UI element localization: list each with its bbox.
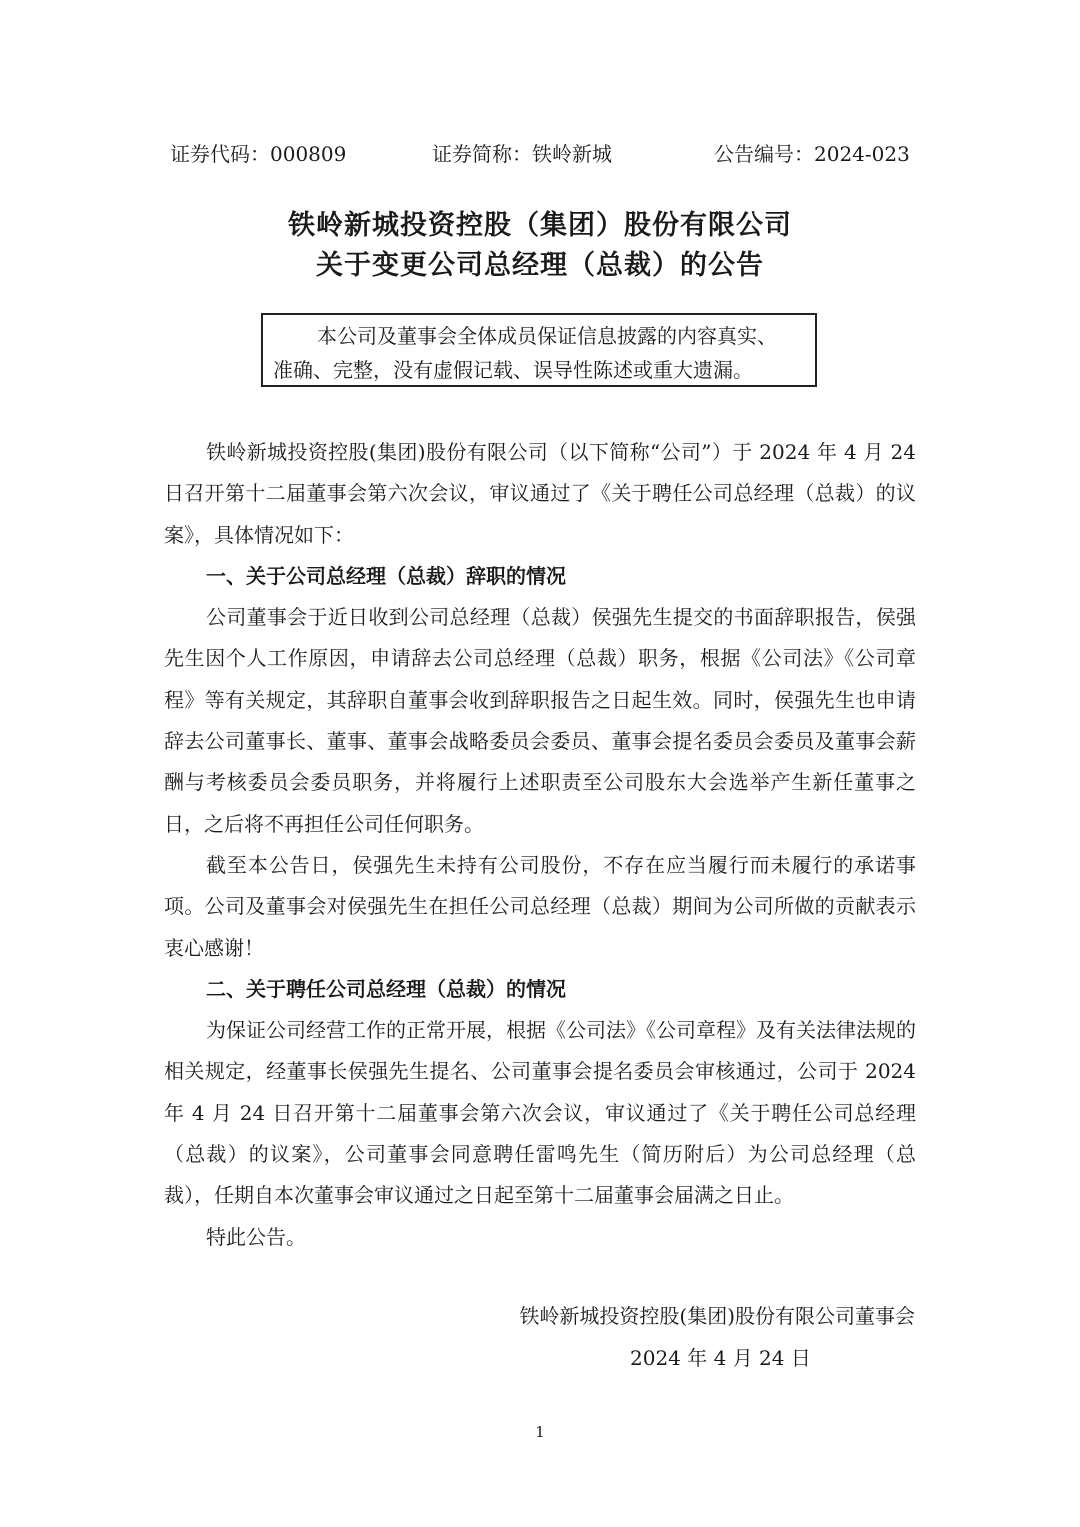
title-line-1: 铁岭新城投资控股（集团）股份有限公司 bbox=[288, 210, 792, 241]
closing-paragraph: 特此公告。 bbox=[206, 1224, 306, 1249]
section-2-paragraph-1: 为保证公司经营工作的正常开展，根据《公司法》《公司章程》及有关法律法规的相关规定，经董事长侯强先生提名、公司董事会提名委员会审核通过，公司于 2024 年 4 月 24 日召开第十二届董事会第六次会议，审议通过了《关于聘任公司总经理（总裁）的议案》，公司董事会同意聘任雷鸣先生（简历附后）为公司总经理（总裁），任期自本次董事会审议通过之日起至第十二届董事会届满之日止。 bbox=[164, 1018, 916, 1208]
section-2-heading: 二、关于聘任公司总经理（总裁）的情况 bbox=[206, 976, 566, 1001]
announcement-number: 公告编号：2024-023 bbox=[714, 142, 910, 166]
title-line-2: 关于变更公司总经理（总裁）的公告 bbox=[316, 250, 764, 281]
notice-line-1: 本公司及董事会全体成员保证信息披露的内容真实、 bbox=[317, 324, 777, 348]
stock-name: 证券简称：铁岭新城 bbox=[432, 142, 612, 166]
notice-line-2: 准确、完整，没有虚假记载、误导性陈述或重大遗漏。 bbox=[273, 358, 753, 382]
signature-organization: 铁岭新城投资控股(集团)股份有限公司董事会 bbox=[519, 1304, 915, 1328]
stock-code: 证券代码：000809 bbox=[170, 142, 347, 166]
intro-paragraph: 铁岭新城投资控股(集团)股份有限公司（以下简称“公司”）于 2024 年 4 月 24 日召开第十二届董事会第六次会议，审议通过了《关于聘任公司总经理（总裁）的议案》，具体情况如下： bbox=[164, 440, 916, 547]
disclosure-notice-box bbox=[261, 313, 817, 387]
signature-date: 2024 年 4 月 24 日 bbox=[630, 1346, 811, 1370]
document-header bbox=[0, 138, 1080, 168]
section-1-paragraph-2: 截至本公告日，侯强先生未持有公司股份，不存在应当履行而未履行的承诺事项。公司及董事会对侯强先生在担任公司总经理（总裁）期间为公司所做的贡献表示衷心感谢！ bbox=[164, 852, 916, 960]
section-1-paragraph-1: 公司董事会于近日收到公司总经理（总裁）侯强先生提交的书面辞职报告，侯强先生因个人工作原因，申请辞去公司总经理（总裁）职务，根据《公司法》《公司章程》等有关规定，其辞职自董事会收到辞职报告之日起生效。同时，侯强先生也申请辞去公司董事长、董事、董事会战略委员会委员、董事会提名委员会委员及董事会薪酬与考核委员会委员职务，并将履行上述职责至公司股东大会选举产生新任董事之日，之后将不再担任公司任何职务。 bbox=[164, 605, 916, 836]
section-1-heading: 一、关于公司总经理（总裁）辞职的情况 bbox=[206, 563, 566, 588]
page-number: 1 bbox=[535, 1423, 545, 1441]
document-body bbox=[164, 432, 916, 1258]
